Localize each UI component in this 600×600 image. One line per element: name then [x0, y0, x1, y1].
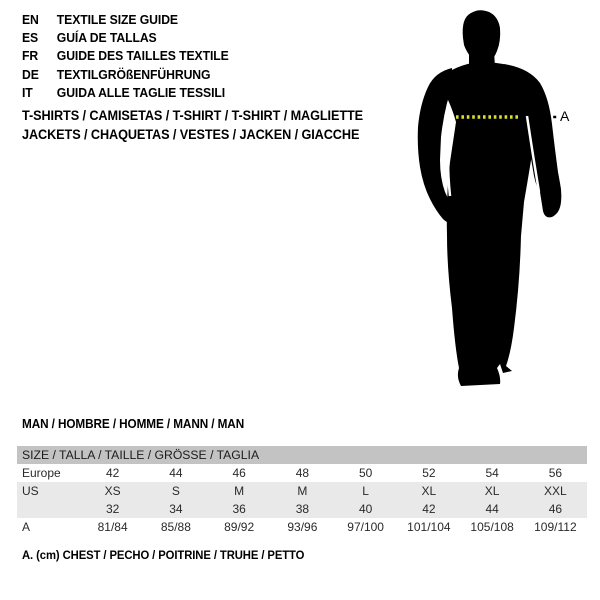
category-line-jackets: JACKETS / CHAQUETAS / VESTES / JACKEN / GIACCHE	[22, 127, 360, 142]
size-cell: 81/84	[97, 520, 128, 534]
category-line-tshirts: T-SHIRTS / CAMISETAS / T-SHIRT / T-SHIRT / MAGLIETTE	[22, 108, 364, 123]
size-cell: 44	[169, 466, 183, 480]
table-row-chest-a	[17, 518, 587, 536]
size-cell: 42	[105, 466, 120, 480]
language-title: TEXTILE SIZE GUIDE	[56, 12, 178, 27]
size-cell: 38	[295, 502, 310, 516]
size-cell: 52	[422, 466, 436, 480]
size-cell: M	[234, 484, 245, 498]
size-cell: 85/88	[160, 520, 191, 534]
table-row-numeric	[17, 500, 587, 518]
size-cell: 101/104	[407, 520, 451, 534]
row-label: US	[22, 484, 39, 498]
measurement-label-a: A	[560, 108, 570, 124]
size-cell: 46	[548, 502, 563, 516]
size-cell: 40	[358, 502, 373, 516]
language-code: EN	[22, 12, 39, 27]
language-title: GUÍA DE TALLAS	[56, 30, 157, 46]
size-cell: S	[171, 484, 180, 498]
silhouette-head	[463, 10, 501, 62]
size-cell: 97/100	[347, 520, 384, 534]
row-label	[17, 500, 81, 518]
man-silhouette	[418, 10, 562, 386]
size-cell: 105/108	[470, 520, 514, 534]
size-table-header: SIZE / TALLA / TAILLE / GRÖSSE / TAGLIA	[22, 448, 260, 462]
silhouette-torso	[437, 62, 541, 236]
size-cell: 54	[485, 466, 499, 480]
silhouette-legs	[447, 235, 521, 386]
size-cell: XL	[484, 484, 500, 498]
size-cell: XS	[104, 484, 121, 498]
size-cell: 36	[232, 502, 246, 516]
size-cell: 42	[422, 502, 436, 516]
size-cell: M	[297, 484, 308, 498]
size-cell: 56	[548, 466, 563, 480]
language-code: FR	[22, 48, 39, 64]
table-row-europe	[17, 464, 587, 482]
language-code: ES	[22, 30, 39, 46]
size-cell: 32	[105, 502, 120, 516]
size-cell: 48	[295, 466, 310, 480]
size-cell: 34	[169, 502, 183, 516]
size-cell: L	[362, 484, 369, 498]
language-title: GUIDE DES TAILLES TEXTILE	[56, 48, 229, 64]
language-code: DE	[22, 66, 39, 82]
size-table	[17, 446, 587, 536]
arm-torso-gap-left	[448, 118, 450, 196]
measurement-footnote: A. (cm) CHEST / PECHO / POITRINE / TRUHE / PETTO	[22, 548, 305, 562]
size-cell: 109/112	[534, 520, 577, 534]
size-cell: 50	[358, 466, 373, 480]
row-label: Europe	[22, 466, 61, 480]
size-cell: 93/96	[287, 520, 318, 534]
language-title: TEXTILGRÖßENFÜHRUNG	[56, 66, 211, 82]
section-title: MAN / HOMBRE / HOMME / MANN / MAN	[22, 417, 245, 431]
row-label: A	[22, 520, 31, 534]
language-code: IT	[22, 84, 33, 100]
size-cell: XL	[421, 484, 437, 498]
table-row-us	[17, 482, 587, 500]
language-title: GUIDA ALLE TAGLIE TESSILI	[56, 84, 226, 100]
size-cell: XXL	[544, 484, 567, 498]
size-cell: 89/92	[224, 520, 255, 534]
size-table-header-row	[17, 446, 587, 464]
size-cell: 46	[232, 466, 246, 480]
size-cell: 44	[485, 502, 499, 516]
